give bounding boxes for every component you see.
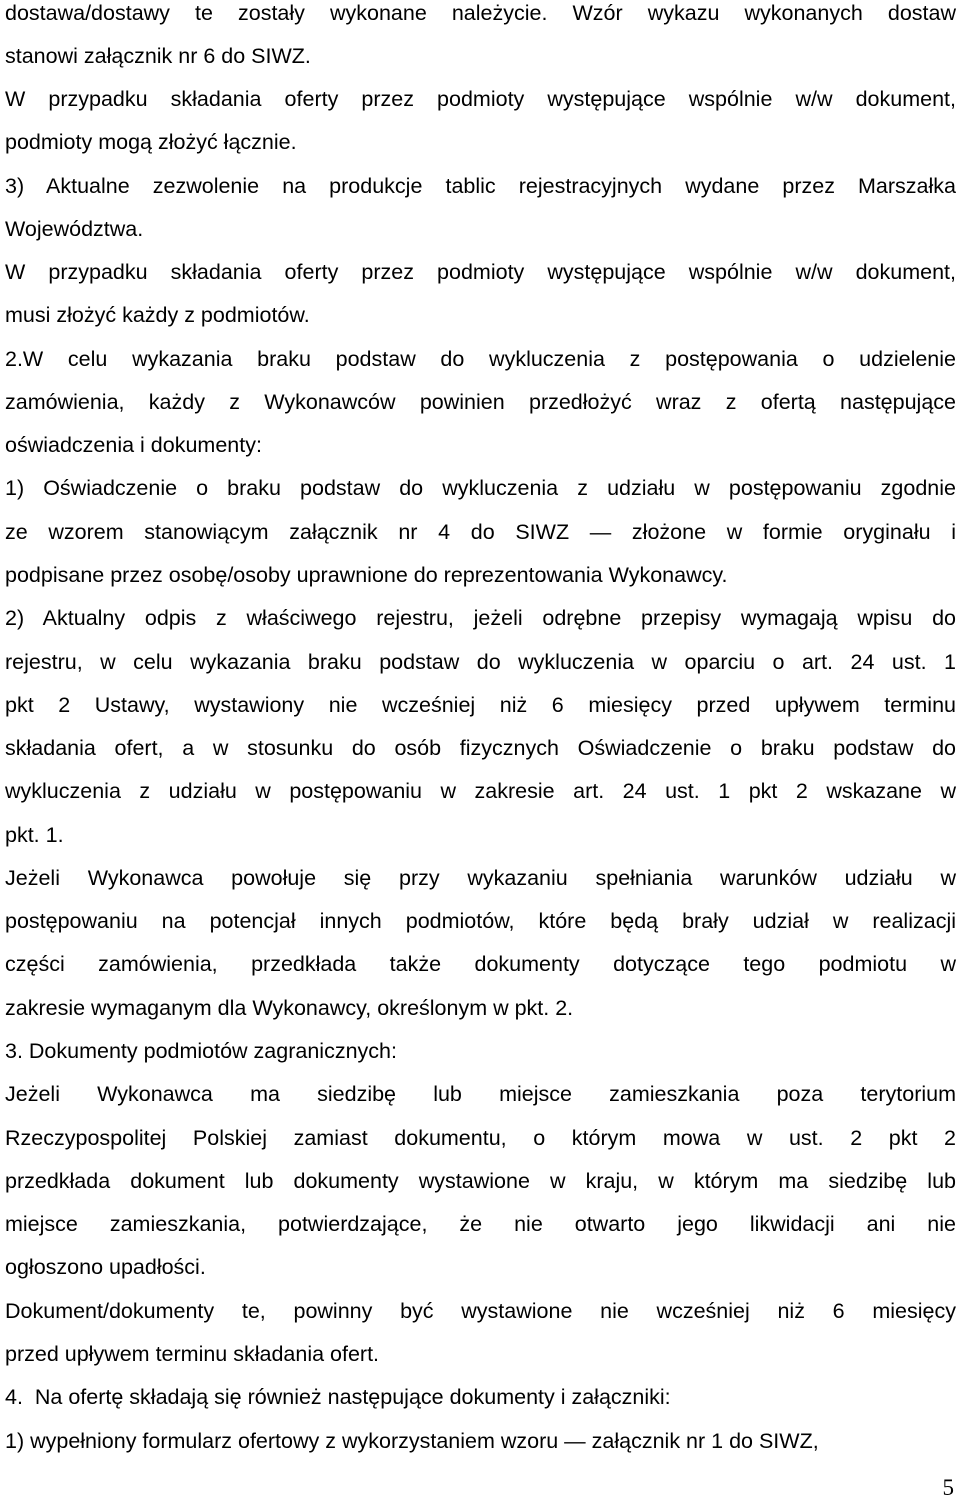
text-line: składania ofert, a w stosunku do osób fizycznych Oświadczenie o braku podstaw do	[5, 736, 956, 760]
text-line: Jeżeli Wykonawca ma siedzibę lub miejsce zamieszkania poza terytorium	[5, 1082, 956, 1106]
text-line: 1) Oświadczenie o braku podstaw do wykluczenia z udziału w postępowaniu zgodnie	[5, 476, 956, 500]
text-line: pkt 2 Ustawy, wystawiony nie wcześniej niż 6 miesięcy przed upływem terminu	[5, 693, 956, 717]
text-line: 2.W celu wykazania braku podstaw do wykluczenia z postępowania o udzielenie	[5, 347, 956, 371]
text-line: W przypadku składania oferty przez podmioty występujące wspólnie w/w dokument,	[5, 260, 956, 284]
text-line: Dokument/dokumenty te, powinny być wystawione nie wcześniej niż 6 miesięcy	[5, 1299, 956, 1323]
text-line: wykluczenia z udziału w postępowaniu w zakresie art. 24 ust. 1 pkt 2 wskazane w	[5, 779, 956, 803]
text-line: zamówienia, każdy z Wykonawców powinien przedłożyć wraz z ofertą następujące	[5, 390, 956, 414]
text-line: 3) Aktualne zezwolenie na produkcje tablic rejestracyjnych wydane przez Marszałka	[5, 174, 956, 198]
text-line: ze wzorem stanowiącym załącznik nr 4 do SIWZ — złożone w formie oryginału i	[5, 520, 956, 544]
text-line: dostawa/dostawy te zostały wykonane należycie. Wzór wykazu wykonanych dostaw	[5, 1, 956, 25]
text-line: postępowaniu na potencjał innych podmiotów, które będą brały udział w realizacji	[5, 909, 956, 933]
text-line: części zamówienia, przedkłada także dokumenty dotyczące tego podmiotu w	[5, 952, 956, 976]
text-line: W przypadku składania oferty przez podmioty występujące wspólnie w/w dokument,	[5, 87, 956, 111]
text-line: zakresie wymaganym dla Wykonawcy, określonym w pkt. 2.	[5, 996, 574, 1020]
text-line: pkt. 1.	[5, 823, 64, 847]
section-heading: 3. Dokumenty podmiotów zagranicznych:	[5, 1039, 397, 1063]
text-line: przed upływem terminu składania ofert.	[5, 1342, 380, 1366]
text-line: 1) wypełniony formularz ofertowy z wykorzystaniem wzoru — załącznik nr 1 do SIWZ,	[5, 1429, 819, 1453]
text-line: Jeżeli Wykonawca powołuje się przy wykazaniu spełniania warunków udziału w	[5, 866, 956, 890]
text-line: 2) Aktualny odpis z właściwego rejestru, jeżeli odrębne przepisy wymagają wpisu do	[5, 606, 956, 630]
text-line: musi złożyć każdy z podmiotów.	[5, 303, 310, 327]
section-heading: 4. Na ofertę składają się również następujące dokumenty i załączniki:	[5, 1385, 671, 1409]
text-line: miejsce zamieszkania, potwierdzające, że nie otwarto jego likwidacji ani nie	[5, 1212, 956, 1236]
text-line: przedkłada dokument lub dokumenty wystawione w kraju, w którym ma siedzibę lub	[5, 1169, 956, 1193]
text-line: oświadczenia i dokumenty:	[5, 433, 262, 457]
text-line: Rzeczypospolitej Polskiej zamiast dokumentu, o którym mowa w ust. 2 pkt 2	[5, 1126, 956, 1150]
text-line: ogłoszono upadłości.	[5, 1255, 206, 1279]
text-line: rejestru, w celu wykazania braku podstaw do wykluczenia w oparciu o art. 24 ust. 1	[5, 650, 956, 674]
page-number: 5	[942, 1475, 954, 1500]
text-line: stanowi załącznik nr 6 do SIWZ.	[5, 44, 311, 68]
text-line: Województwa.	[5, 217, 144, 241]
text-line: podpisane przez osobę/osoby uprawnione do reprezentowania Wykonawcy.	[5, 563, 728, 587]
text-line: podmioty mogą złożyć łącznie.	[5, 130, 297, 154]
